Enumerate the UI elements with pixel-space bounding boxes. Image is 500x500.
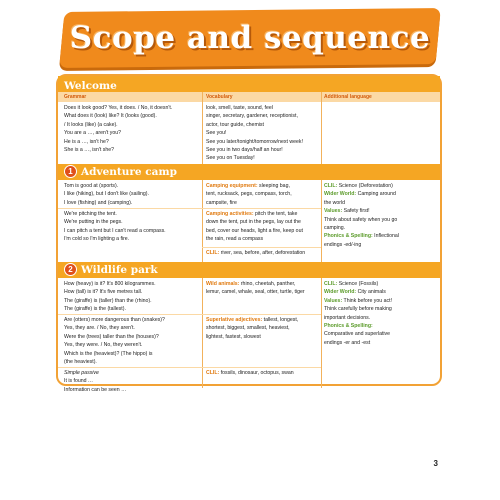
text-line: Think before you act! (342, 297, 392, 304)
text-line: How (tall) is it? It's five metres tall. (64, 289, 143, 296)
column-divider (321, 92, 322, 164)
header-grammar: Grammar (64, 94, 87, 100)
text-line: bed, cover our heads, light a fire, keep out (206, 227, 303, 234)
text-line: shortest, biggest, smallest, heaviest, (206, 325, 290, 332)
text-line: fossils, dinosaur, octopus, swan (219, 370, 294, 376)
column-headers (58, 92, 440, 102)
unit1-vocab-c (206, 249, 322, 257)
text-line: The (giraffe) is the (tallest). (64, 306, 126, 313)
unit2-grammar-a (64, 280, 202, 314)
text-line: endings -er and -est (324, 339, 371, 346)
unit2-additional (324, 280, 438, 347)
text-line: river, sea, before, after, deforestation (219, 250, 306, 256)
text-line: Yes, they were. / No, they weren't. (64, 342, 143, 349)
column-divider (202, 92, 203, 164)
text-line: Inflectional (372, 233, 399, 240)
text-line: Which is the (heaviest)? (The hippo) is (64, 350, 153, 357)
text-line: Tom is good at (sports). (64, 183, 119, 189)
unit2-grammar-c (64, 369, 202, 394)
text-line: The (giraffe) is (taller) than the (rhino). (64, 297, 152, 304)
welcome-grammar (64, 104, 202, 154)
text-line: See you later/tonight/tomorrow/next week! (206, 138, 303, 145)
text-line: You are a …, aren't you? (64, 130, 122, 137)
text-line: the rain, read a compass (206, 236, 264, 243)
text-line: What does it (look) like? It (looks (good). (64, 113, 157, 120)
unit2-header (58, 262, 440, 278)
row-divider (202, 247, 321, 248)
vocab-label: Superlative adjectives: (206, 317, 263, 323)
text-line: He is a …, isn't he? (64, 138, 109, 145)
text-line: I like (hiking), but I don't like (sailing). (64, 191, 149, 198)
vocab-label: CLIL: (206, 250, 220, 256)
text-line: down the tent, put in the pegs, lay out the (206, 219, 301, 226)
text-line: We're pitching the tent. (64, 211, 117, 217)
row-divider (58, 208, 321, 209)
text-line: Think about safety when you go (324, 216, 398, 223)
vocab-label: Wild animals: (206, 281, 240, 287)
unit1-grammar-b (64, 210, 202, 244)
column-divider (321, 278, 322, 388)
text-line: She is a …, isn't she? (64, 147, 115, 154)
unit2-number-badge: 2 (64, 263, 77, 276)
page-number: 3 (433, 459, 438, 468)
text-line: See you! (206, 130, 227, 137)
unit1-vocab-b (206, 210, 322, 244)
additional-label: CLIL: (324, 183, 338, 189)
text-line: Science (Deforestation) (337, 183, 393, 189)
text-line: tallest, longest, (262, 317, 299, 323)
row-divider (58, 314, 321, 315)
unit2-vocab-b (206, 316, 322, 341)
unit1-header (58, 164, 440, 180)
additional-label: Phonics & Spelling: (324, 323, 373, 330)
vocab-label: CLIL: (206, 370, 220, 376)
text-line: I love (fishing) and (camping). (64, 199, 133, 206)
welcome-vocabulary (206, 104, 322, 163)
text-line: How (heavy) is it? It's 800 kilogrammes. (64, 281, 156, 287)
additional-label: Wider World: (324, 289, 357, 296)
column-divider (321, 180, 322, 262)
text-line: Comparative and superlative (324, 331, 391, 338)
text-line: Camping around (356, 191, 396, 198)
text-line: (the heaviest). (64, 359, 97, 366)
additional-label: Wider World: (324, 191, 357, 198)
text-line: I'm cold so I'm lighting a fire. (64, 236, 130, 243)
text-line: singer, secretary, gardener, receptionist, (206, 113, 298, 120)
text-line: / It looks (like) (a cake). (64, 121, 118, 128)
text-line: See you on Tuesday! (206, 155, 255, 162)
text-line: lightest, fastest, slowest (206, 333, 261, 340)
unit2-grammar-b (64, 316, 202, 366)
unit1-number-badge: 1 (64, 165, 77, 178)
text-line: Safety first! (342, 208, 370, 215)
welcome-title: Welcome (64, 80, 117, 92)
unit1-additional (324, 182, 438, 249)
text-line: It is found … (64, 378, 94, 385)
header-additional: Additional language (324, 94, 372, 100)
text-line: Are (otters) more dangerous than (snakes)? (64, 317, 165, 323)
text-line: I can pitch a tent but I can't read a compass. (64, 227, 166, 234)
header-vocabulary: Vocabulary (206, 94, 233, 100)
column-divider (202, 180, 203, 262)
text-line: City animals (356, 289, 386, 296)
unit1-title: Adventure camp (81, 166, 177, 178)
text-line: See you in two days/half an hour! (206, 147, 283, 154)
row-divider (58, 367, 321, 368)
vocab-label: Camping equipment: (206, 183, 258, 189)
text-line: endings -ed/-ing (324, 241, 362, 248)
text-line: Yes, they are. / No, they aren't. (64, 325, 135, 332)
text-line: pitch the tent, take (253, 211, 298, 217)
additional-label: Values: (324, 297, 343, 304)
text-line: Think carefully before making (324, 306, 392, 313)
text-line: Were the (trees) taller than the (houses)? (64, 333, 159, 340)
unit1-grammar-a (64, 182, 202, 207)
unit2-title: Wildlife park (81, 264, 158, 276)
page-title: Scope and sequence (69, 20, 431, 56)
additional-label: Values: (324, 208, 343, 215)
additional-label: Phonics & Spelling: (324, 233, 373, 240)
text-line: campsite, fire (206, 199, 237, 206)
additional-label: CLIL: (324, 281, 338, 287)
text-line: tent, rucksack, pegs, compass, torch, (206, 191, 292, 198)
text-line: rhino, cheetah, panther, (239, 281, 296, 287)
text-line: Information can be seen … (64, 386, 127, 393)
text-line: the world (324, 199, 346, 206)
text-line: lemur, camel, whale, seal, otter, turtle, tiger (206, 289, 305, 296)
text-line: camping. (324, 225, 346, 232)
text-line: Simple passive (64, 370, 99, 376)
unit1-vocab-a (206, 182, 322, 207)
scope-table (56, 74, 442, 393)
text-line: Does it look good? Yes, it does. / No, it doesn't. (64, 105, 173, 111)
unit2-vocab-a (206, 280, 322, 297)
vocab-label: Camping activities: (206, 211, 254, 217)
text-line: look, smell, taste, sound, feel (206, 105, 273, 111)
welcome-header (58, 76, 440, 92)
column-divider (202, 278, 203, 388)
text-line: Science (Fossils) (337, 281, 379, 287)
text-line: sleeping bag, (257, 183, 290, 189)
text-line: We're putting in the pegs. (64, 219, 123, 226)
unit2-vocab-c (206, 369, 322, 377)
text-line: actor, tour guide, chemist (206, 121, 264, 128)
text-line: important decisions. (324, 314, 371, 321)
